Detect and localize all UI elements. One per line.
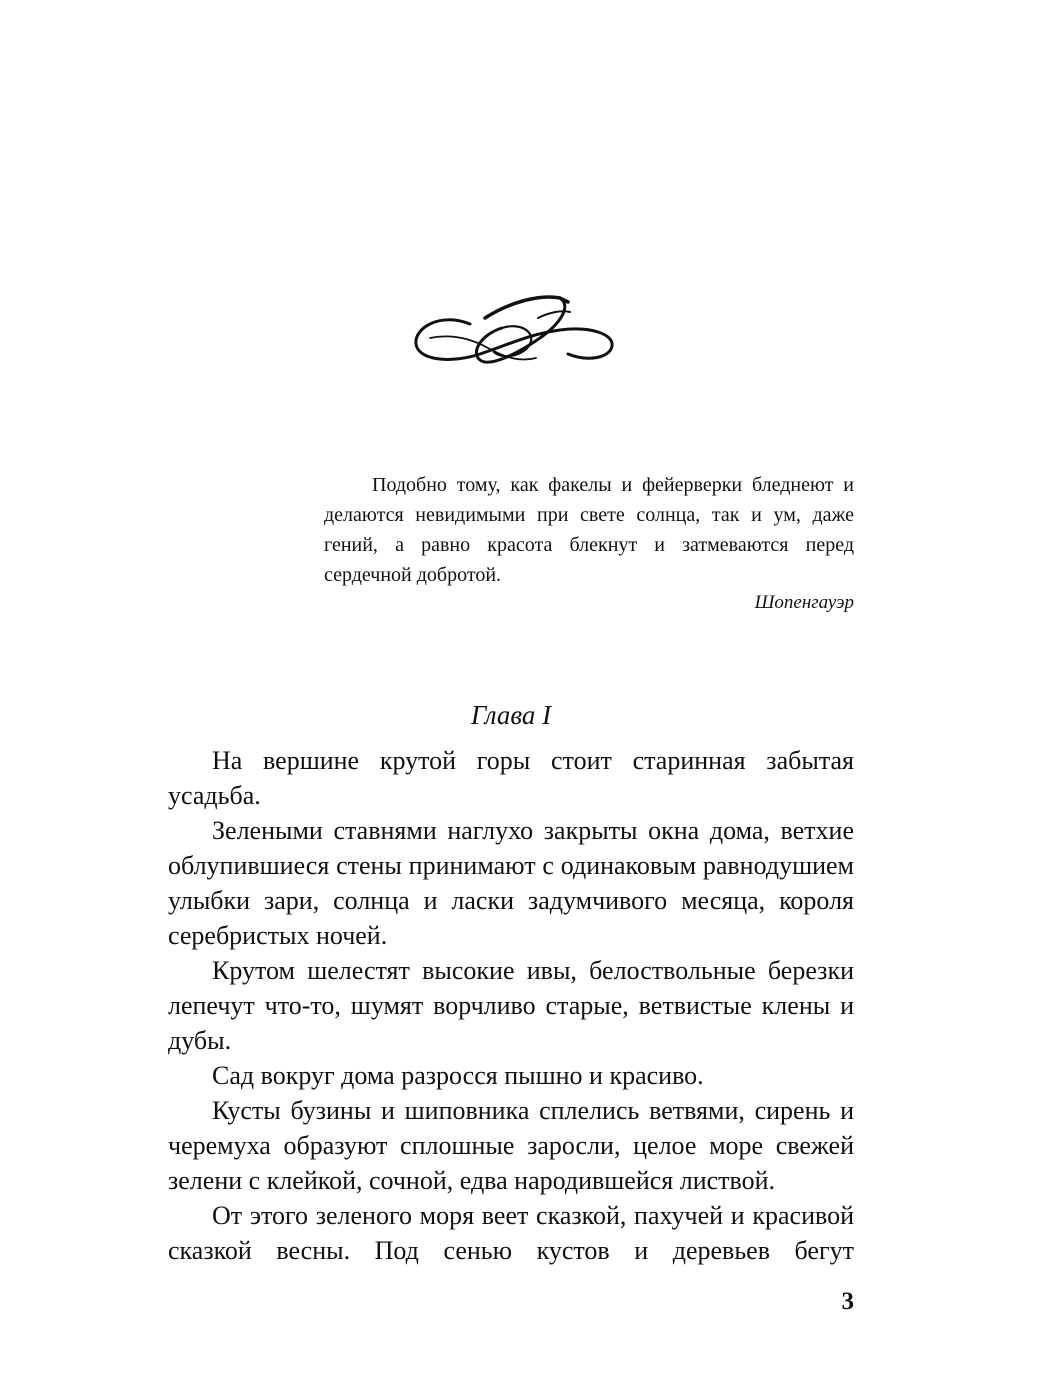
epigraph-author: Шопенгауэр (754, 592, 854, 613)
chapter-body (168, 743, 854, 1268)
paragraph: На вершине крутой горы стоит старинная забытая усадьба. (168, 746, 854, 810)
paragraph: Кусты бузины и шиповника сплелись ветвями, сирень и черемуха образуют сплошные заросли, целое море свежей зелени с клейкой, сочной, едва народившейся листвой. (168, 1096, 854, 1195)
paragraph: От этого зеленого моря веет сказкой, пахучей и красивой сказкой весны. Под сенью кустов и деревьев бегут (168, 1201, 854, 1265)
epigraph-text: Подобно тому, как факелы и фейерверки бледнеют и делаются невидимыми при свете солнца, так и ум, даже гений, а равно красота блекнут и затмеваются перед сердечной добротой. (324, 474, 854, 586)
chapter-title: Глава I (470, 700, 552, 730)
swirl-ornament-icon (410, 288, 620, 380)
paragraph: Сад вокруг дома разросся пышно и красиво. (212, 1061, 704, 1090)
page-number: 3 (841, 1288, 854, 1315)
paragraph: Зелеными ставнями наглухо закрыты окна дома, ветхие облупившиеся стены принимают с одинаковым равнодушием улыбки зари, солнца и ласки задумчивого месяца, короля серебристых ночей. (168, 816, 854, 950)
paragraph: Крутом шелестят высокие ивы, белоствольные березки лепечут что-то, шумят ворчливо старые, ветвистые клены и дубы. (168, 956, 854, 1055)
